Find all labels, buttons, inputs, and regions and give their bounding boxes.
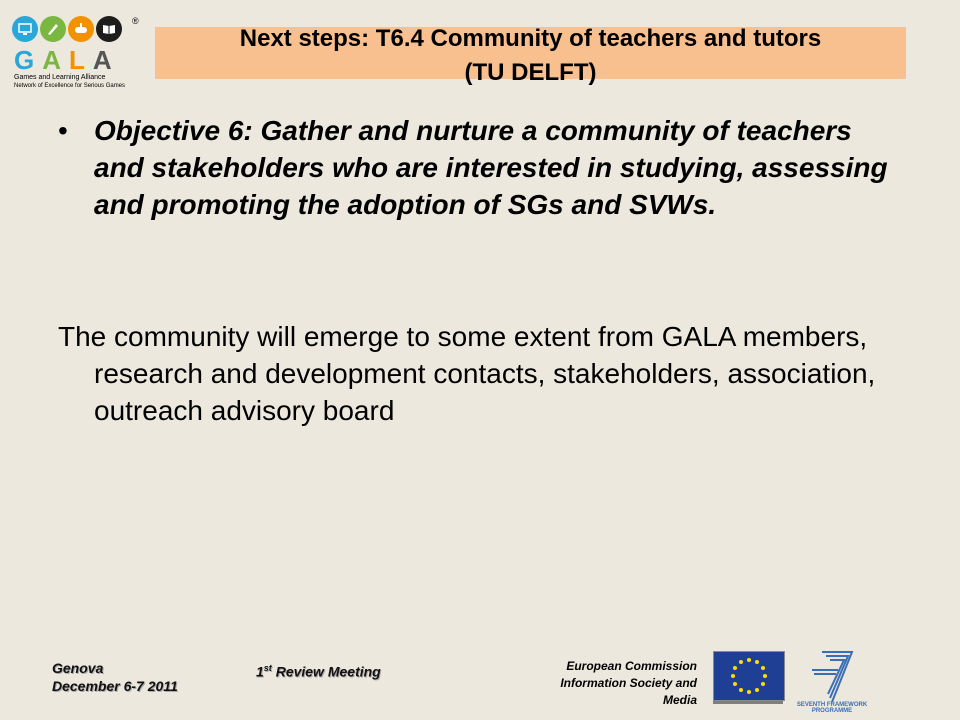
logo-letter: A (42, 45, 64, 75)
objective-bullet (58, 112, 888, 223)
commission-line-1: European Commission (566, 659, 697, 673)
eu-flag-caption (713, 701, 783, 704)
logo-icons (12, 16, 138, 42)
footer-date: December 6-7 2011 (52, 678, 178, 694)
screen-icon (12, 16, 38, 42)
logo-letter: A (92, 45, 114, 75)
footer-location: Genova (52, 660, 104, 676)
logo-letter: L (69, 45, 87, 75)
logo-subtitle: Games and Learning Alliance (14, 74, 106, 81)
community-paragraph: The community will emerge to some extent from GALA members, research and development contacts, stakeholders, association, outreach advisory board (58, 321, 876, 426)
registered-mark: ® (132, 16, 139, 26)
fp7-label: SEVENTH FRAMEWORK PROGRAMME (796, 702, 868, 714)
commission-line-2: Information Society and (560, 676, 697, 690)
meeting-label: Review Meeting (271, 663, 381, 680)
gamepad-icon (68, 16, 94, 42)
footer-meeting (256, 659, 381, 681)
logo-letter: G (14, 45, 37, 75)
footer-commission (507, 658, 697, 709)
bullet-marker: • (58, 115, 68, 146)
footer-location-date (52, 659, 178, 695)
commission-line-3: Media (662, 693, 697, 707)
title-line-1: Next steps: T6.4 Community of teachers and tutors (239, 25, 822, 52)
objective-text: Objective 6: Gather and nurture a community of teachers and stakeholders who are interested in studying, assessing and promoting the adoption of SGs and SVWs. (94, 115, 888, 220)
logo-tagline: Network of Excellence for Serious Games (14, 83, 126, 89)
gala-logo (8, 16, 138, 100)
book-icon (96, 16, 122, 42)
logo-wordmark (14, 46, 138, 74)
slide-title (155, 22, 906, 90)
title-line-2: (TU DELFT) (464, 59, 597, 86)
eu-flag-icon (713, 651, 785, 701)
meeting-ordinal: st (263, 663, 272, 673)
pen-icon (40, 16, 66, 42)
meeting-number: 1 (256, 663, 264, 680)
